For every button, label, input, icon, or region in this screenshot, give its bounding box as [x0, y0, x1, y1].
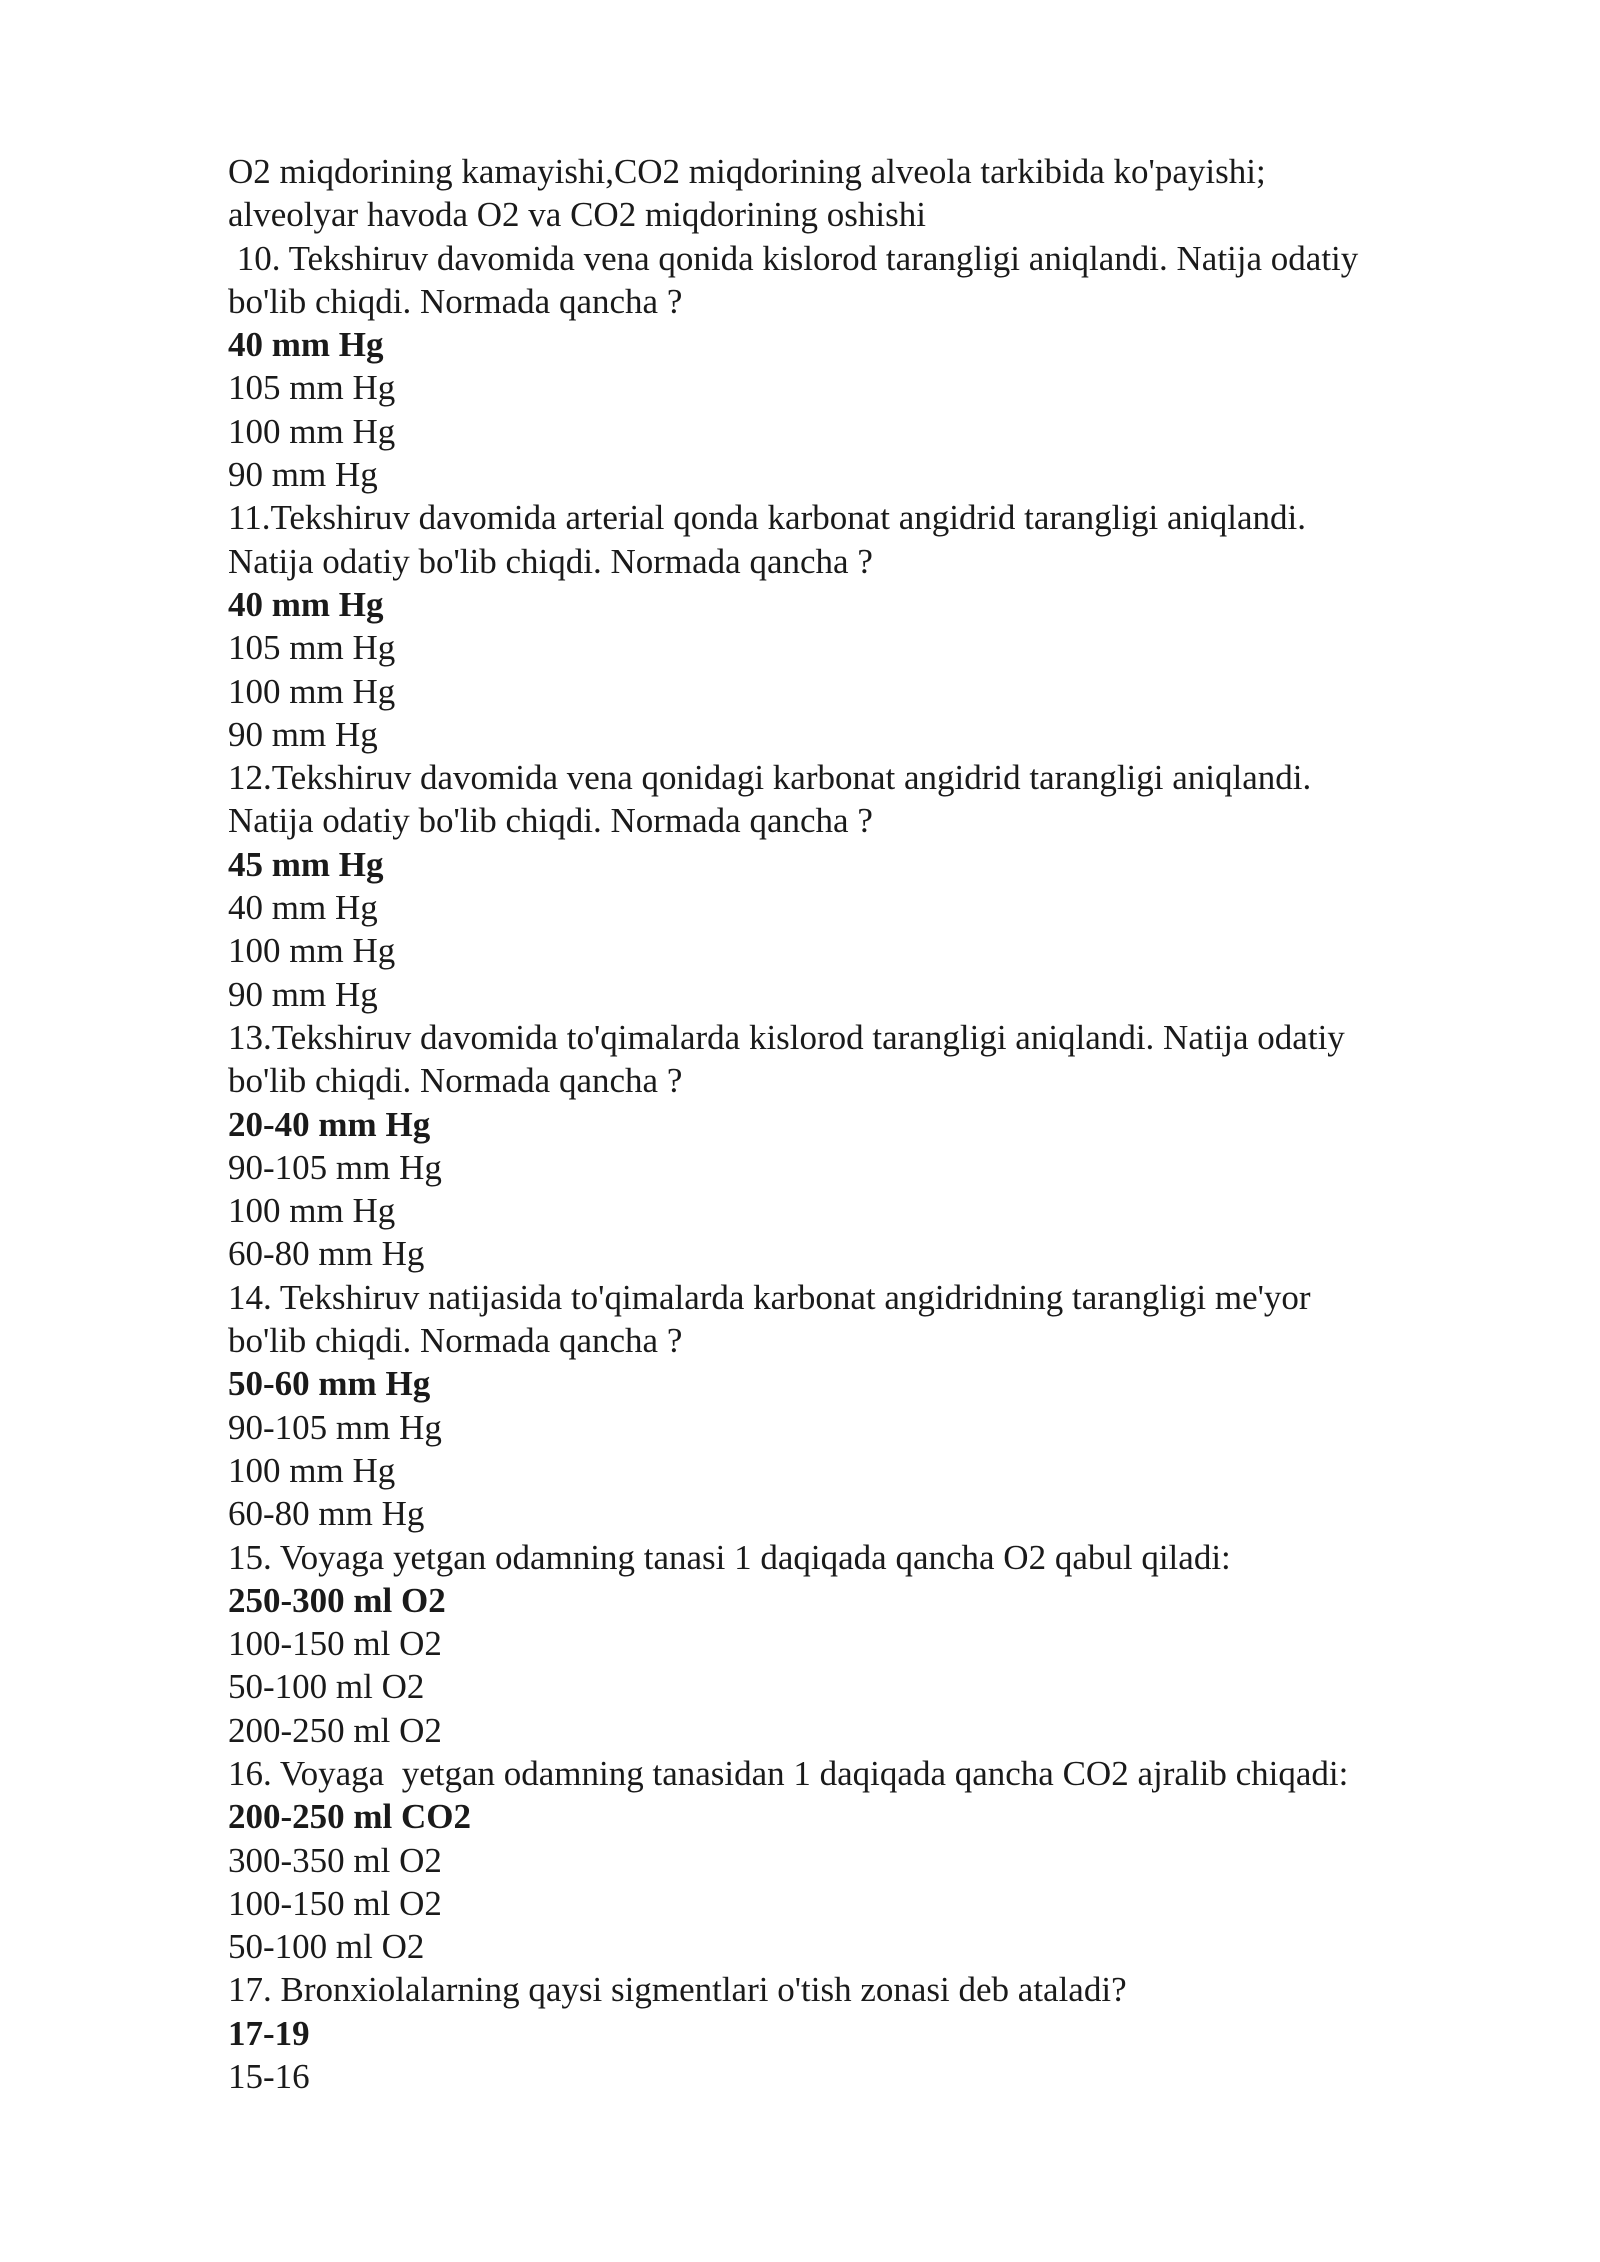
correct-answer: 50-60 mm Hg [228, 1364, 431, 1404]
question-text: Natija odatiy bo'lib chiqdi. Normada qancha ? [228, 801, 873, 841]
answer-option: 200-250 ml O2 [228, 1710, 442, 1750]
question-text: 16. Voyaga yetgan odamning tanasidan 1 daqiqada qancha CO2 ajralib chiqadi: [228, 1753, 1349, 1793]
answer-option: 100 mm Hg [228, 1450, 396, 1490]
intro-line: alveolyar havoda O2 va CO2 miqdorining oshishi [228, 195, 926, 235]
question-text: bo'lib chiqdi. Normada qancha ? [228, 281, 683, 321]
question-text: 17. Bronxiolalarning qaysi sigmentlari o'tish zonasi deb ataladi? [228, 1970, 1127, 2010]
correct-answer: 40 mm Hg [228, 584, 384, 624]
document-body [228, 150, 1478, 2098]
answer-option: 300-350 ml O2 [228, 1840, 442, 1880]
answer-option: 15-16 [228, 2057, 310, 2097]
answer-option: 90-105 mm Hg [228, 1407, 442, 1447]
answer-option: 60-80 mm Hg [228, 1234, 425, 1274]
question-text: 10. Tekshiruv davomida vena qonida kislorod tarangligi aniqlandi. Natija odatiy [228, 238, 1359, 278]
answer-option: 90 mm Hg [228, 714, 378, 754]
answer-option: 100 mm Hg [228, 411, 396, 451]
answer-option: 90-105 mm Hg [228, 1147, 442, 1187]
answer-option: 100 mm Hg [228, 1191, 396, 1231]
question-text: 15. Voyaga yetgan odamning tanasi 1 daqiqada qancha O2 qabul qiladi: [228, 1537, 1231, 1577]
answer-option: 105 mm Hg [228, 628, 396, 668]
question-text: Natija odatiy bo'lib chiqdi. Normada qancha ? [228, 541, 873, 581]
answer-option: 105 mm Hg [228, 368, 396, 408]
answer-option: 40 mm Hg [228, 888, 378, 928]
answer-option: 90 mm Hg [228, 455, 378, 495]
question-text: 13.Tekshiruv davomida to'qimalarda kislorod tarangligi aniqlandi. Natija odatiy [228, 1017, 1345, 1057]
question-text: bo'lib chiqdi. Normada qancha ? [228, 1061, 683, 1101]
answer-option: 50-100 ml O2 [228, 1667, 425, 1707]
intro-line: O2 miqdorining kamayishi,CO2 miqdorining alveola tarkibida ko'payishi; [228, 152, 1266, 191]
correct-answer: 200-250 ml CO2 [228, 1797, 472, 1837]
question-text: bo'lib chiqdi. Normada qancha ? [228, 1321, 683, 1361]
question-text: 12.Tekshiruv davomida vena qonidagi karbonat angidrid tarangligi aniqlandi. [228, 758, 1312, 798]
answer-option: 100 mm Hg [228, 671, 396, 711]
question-text: 11.Tekshiruv davomida arterial qonda karbonat angidrid tarangligi aniqlandi. [228, 498, 1307, 538]
correct-answer: 40 mm Hg [228, 325, 384, 365]
answer-option: 100-150 ml O2 [228, 1883, 442, 1923]
answer-option: 50-100 ml O2 [228, 1927, 425, 1967]
correct-answer: 250-300 ml O2 [228, 1580, 446, 1620]
answer-option: 100-150 ml O2 [228, 1624, 442, 1664]
answer-option: 60-80 mm Hg [228, 1494, 425, 1534]
correct-answer: 20-40 mm Hg [228, 1104, 431, 1144]
answer-option: 90 mm Hg [228, 974, 378, 1014]
answer-option: 100 mm Hg [228, 931, 396, 971]
question-text: 14. Tekshiruv natijasida to'qimalarda karbonat angidridning tarangligi me'yor [228, 1277, 1311, 1317]
correct-answer: 17-19 [228, 2013, 310, 2053]
correct-answer: 45 mm Hg [228, 844, 384, 884]
